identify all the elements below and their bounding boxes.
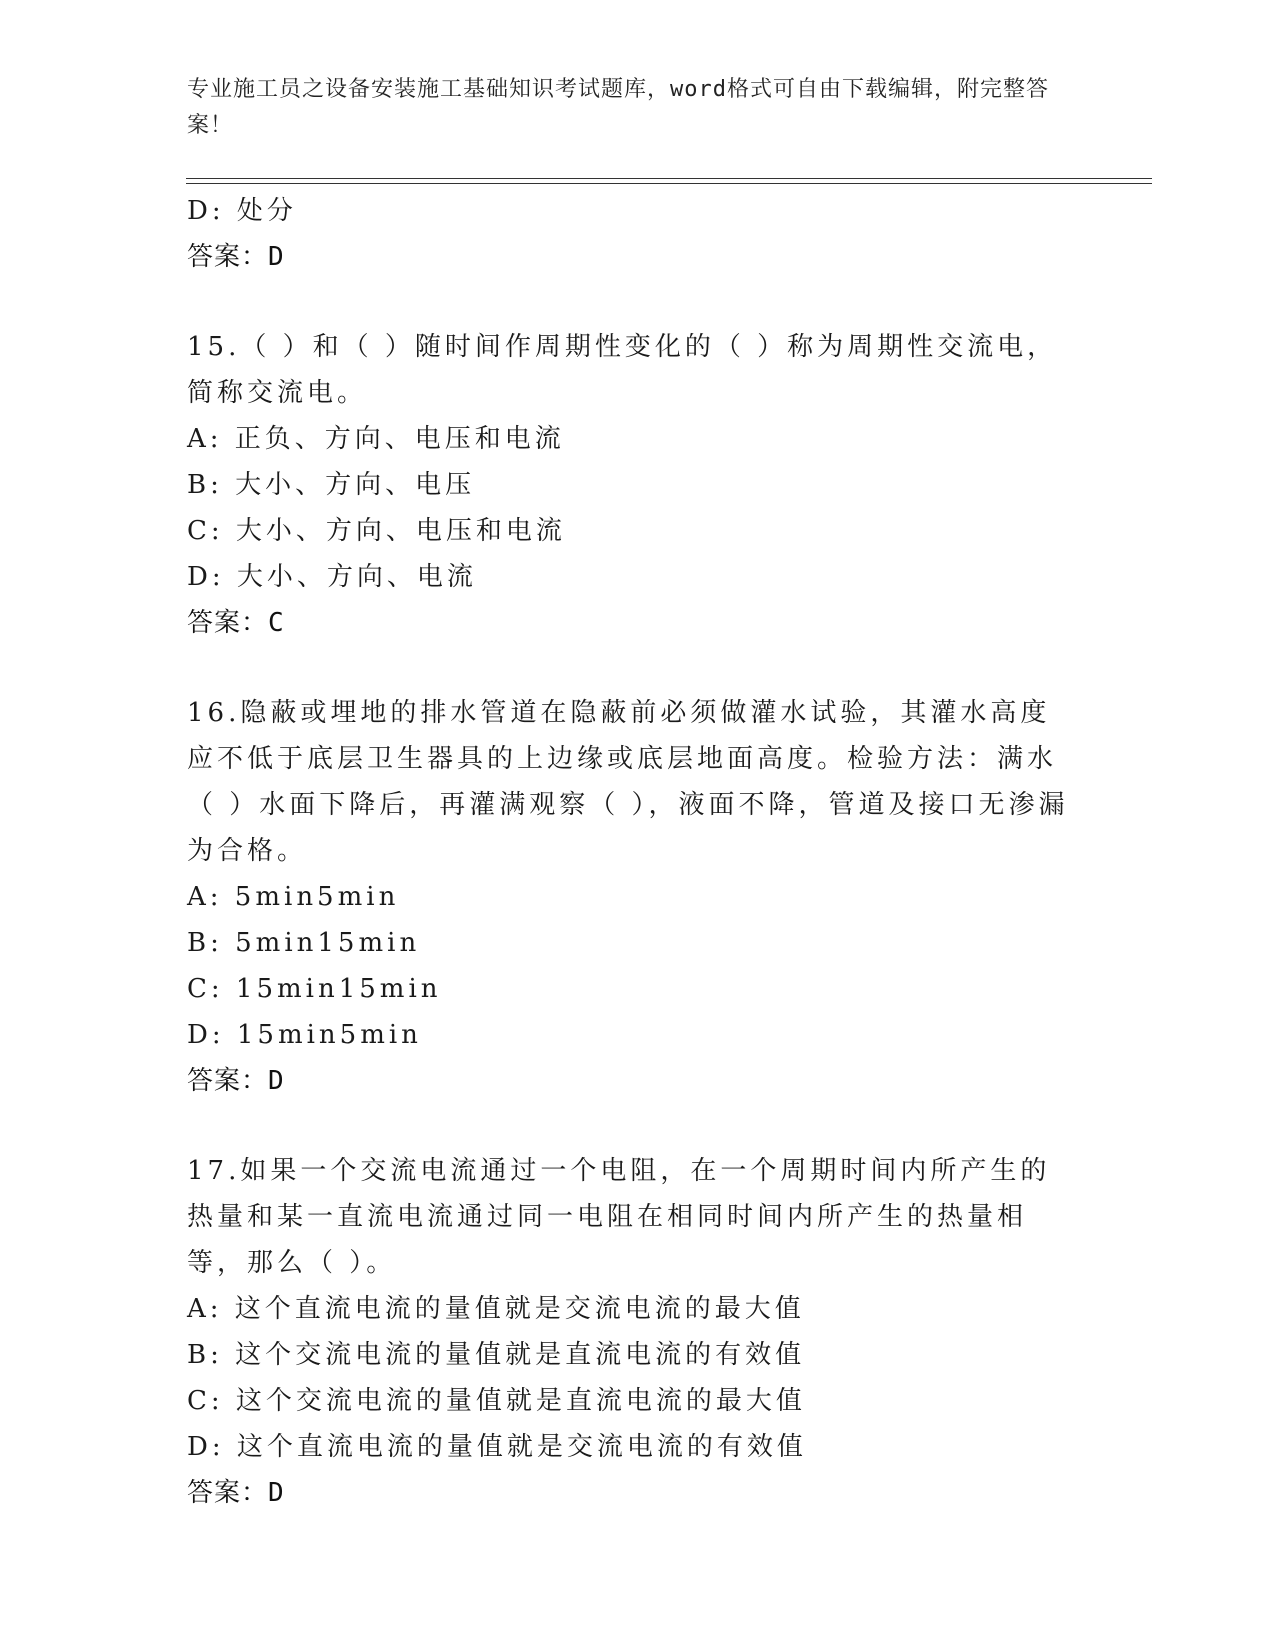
option-a: A: 正负、方向、电压和电流 bbox=[187, 424, 565, 454]
option-c: C: 大小、方向、电压和电流 bbox=[187, 516, 566, 546]
answer: 答案：C bbox=[187, 608, 285, 638]
option-c: C: 15min15min bbox=[187, 974, 442, 1004]
option-d: D: 这个直流电流的量值就是交流电流的有效值 bbox=[187, 1432, 807, 1462]
question-15 bbox=[187, 324, 1077, 646]
option-a: A: 5min5min bbox=[187, 882, 400, 912]
option-d: D: 大小、方向、电流 bbox=[187, 562, 477, 592]
answer: 答案：D bbox=[187, 1066, 285, 1096]
prev-option-d: D: 处分 bbox=[187, 196, 297, 226]
option-c: C: 这个交流电流的量值就是直流电流的最大值 bbox=[187, 1386, 806, 1416]
answer: 答案：D bbox=[187, 1478, 285, 1508]
question-17 bbox=[187, 1148, 1077, 1516]
option-d: D: 15min5min bbox=[187, 1020, 422, 1050]
option-b: B: 5min15min bbox=[187, 928, 421, 958]
question-16 bbox=[187, 690, 1077, 1104]
prev-answer: 答案：D bbox=[187, 242, 285, 272]
option-b: B: 大小、方向、电压 bbox=[187, 470, 476, 500]
option-a: A: 这个直流电流的量值就是交流电流的最大值 bbox=[187, 1294, 805, 1324]
document-body bbox=[187, 188, 1077, 1516]
header-divider-top bbox=[186, 178, 1152, 179]
option-b: B: 这个交流电流的量值就是直流电流的有效值 bbox=[187, 1340, 806, 1370]
document-header: 专业施工员之设备安装施工基础知识考试题库，word格式可自由下载编辑，附完整答案！ bbox=[187, 77, 1049, 138]
question-text: 17.如果一个交流电流通过一个电阻，在一个周期时间内所产生的热量和某一直流电流通过同一电阻在相同时间内所产生的热量相等，那么（ ）。 bbox=[187, 1156, 1051, 1278]
question-text: 16.隐蔽或埋地的排水管道在隐蔽前必须做灌水试验，其灌水高度应不低于底层卫生器具的上边缘或底层地面高度。检验方法：满水（ ）水面下降后，再灌满观察（ ），液面不降，管道及接口无渗漏为合格。 bbox=[187, 698, 1069, 866]
question-text: 15.（ ）和（ ）随时间作周期性变化的（ ）称为周期性交流电，简称交流电。 bbox=[187, 332, 1058, 408]
header-divider-bottom bbox=[186, 183, 1152, 184]
